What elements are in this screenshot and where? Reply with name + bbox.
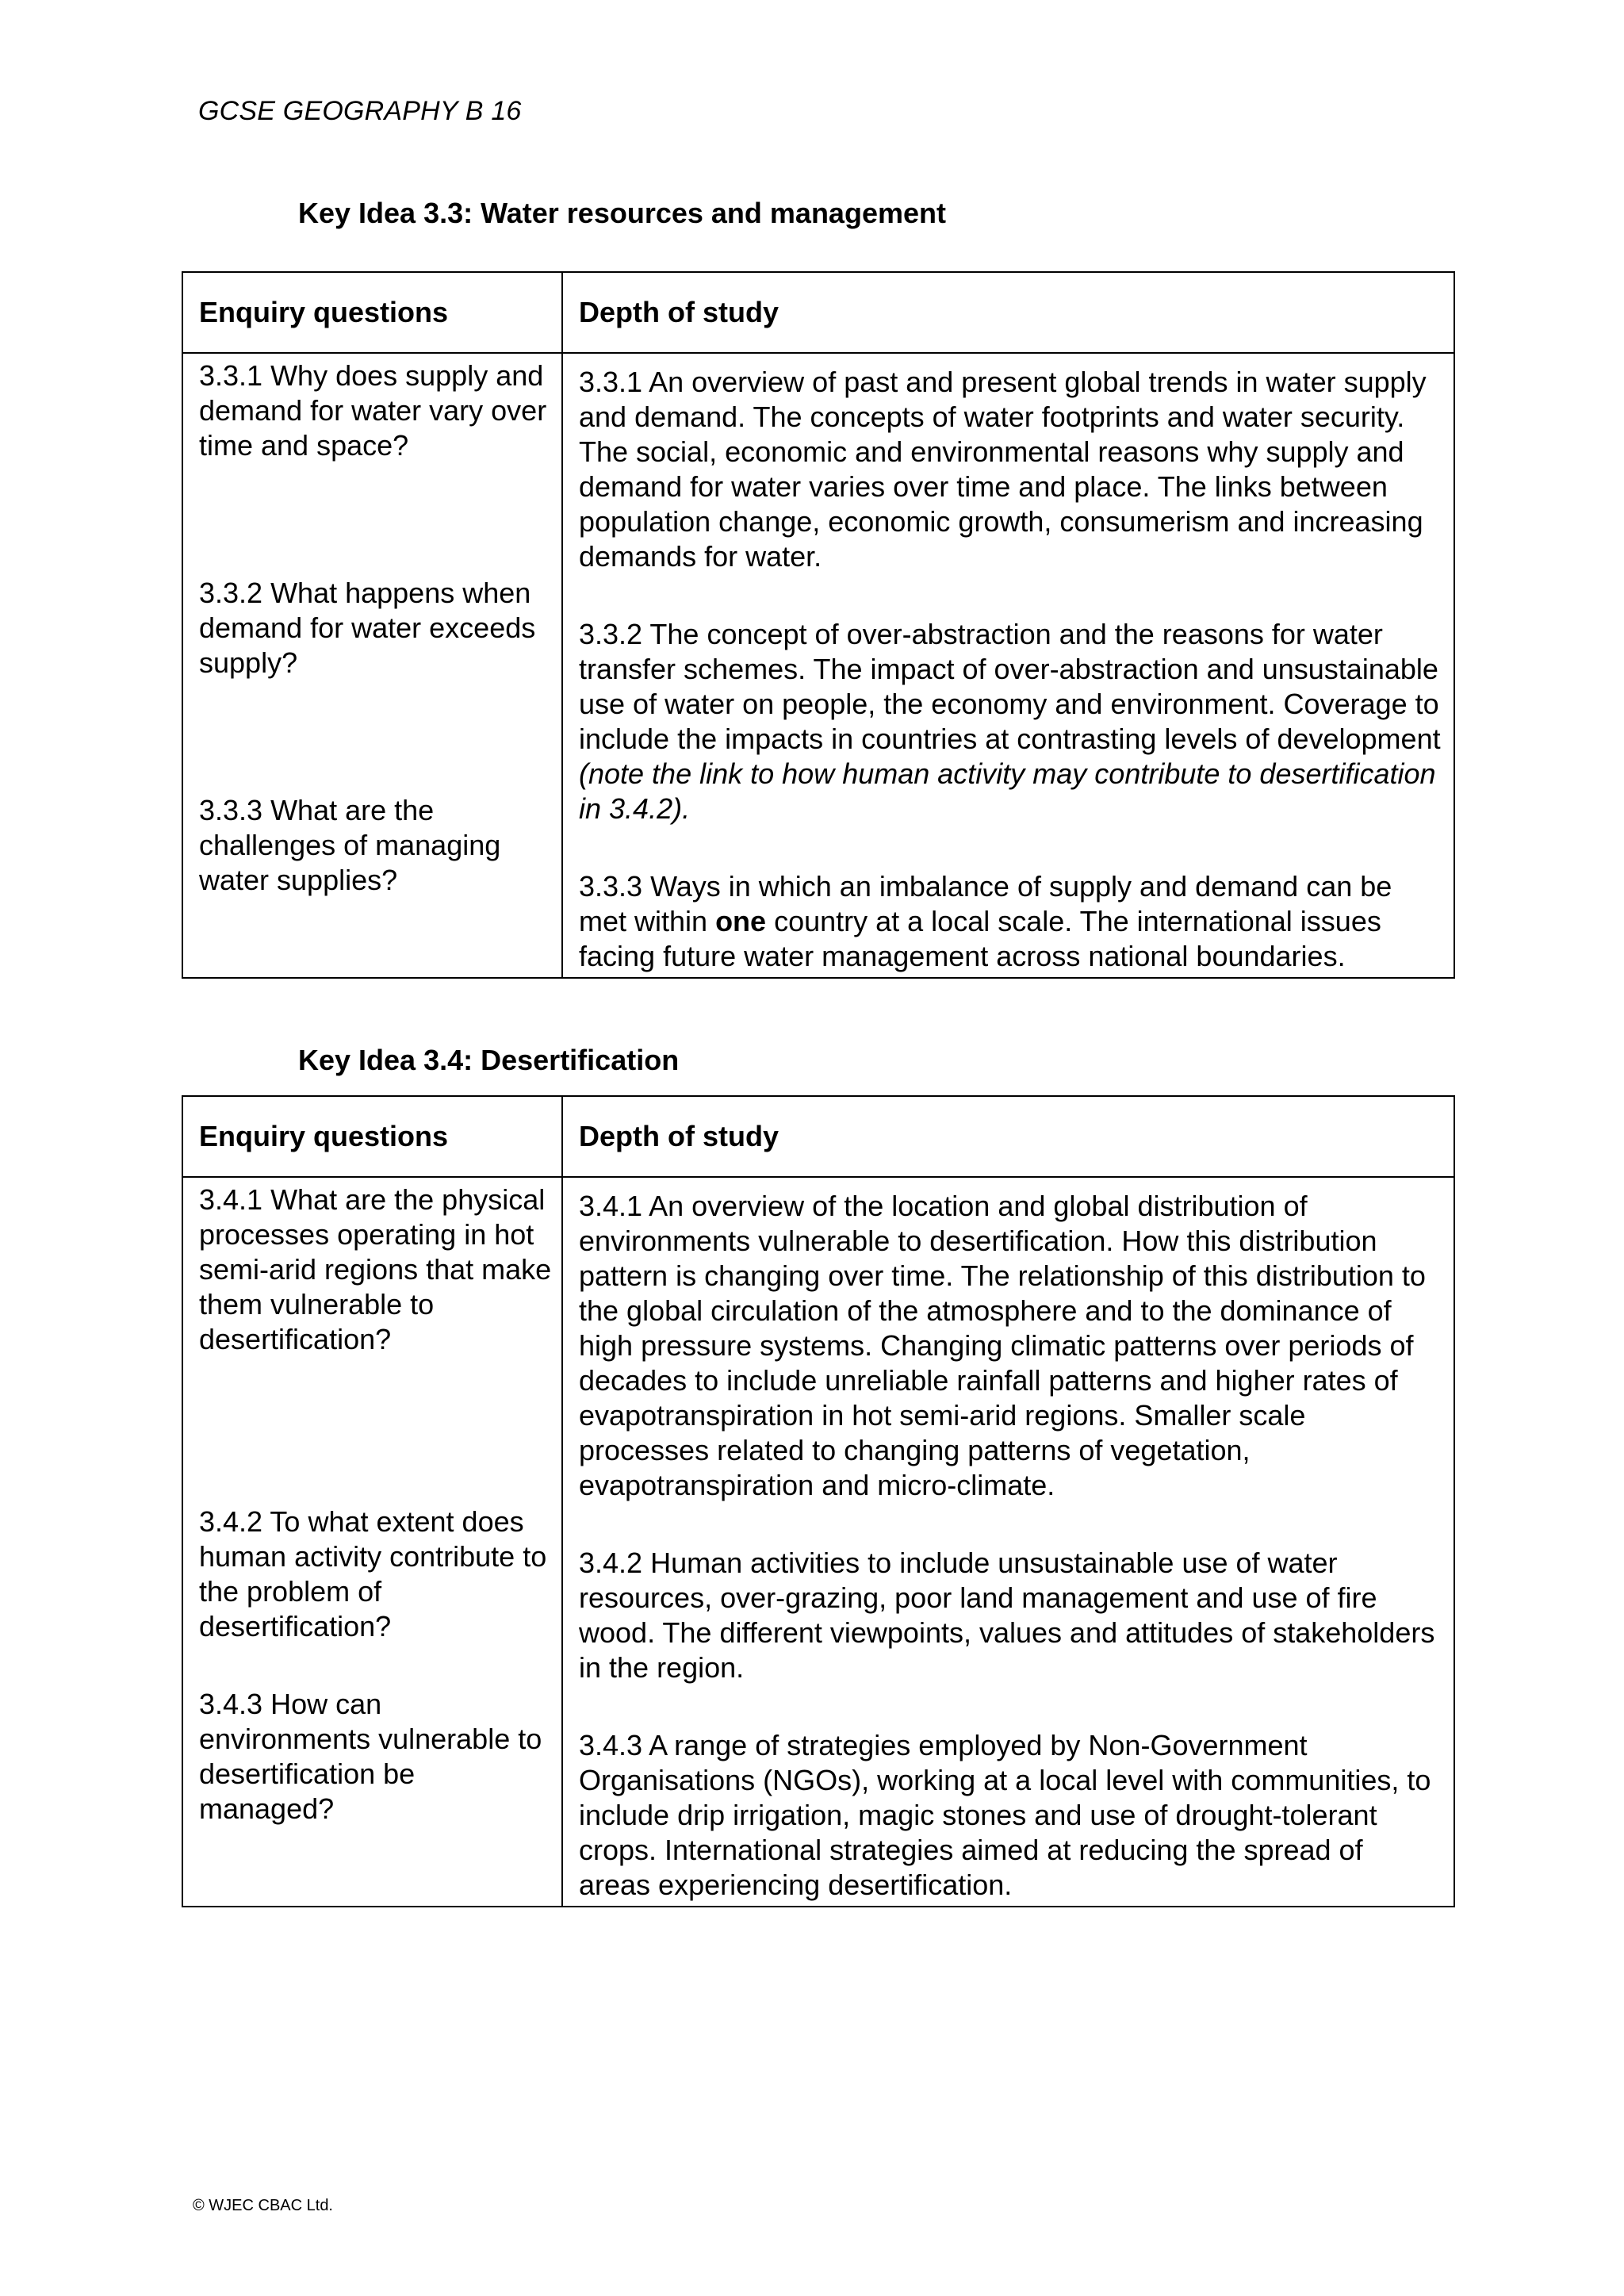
depth-of-study-text: 3.4.3 A range of strategies employed by Non-Government Organisations (NGOs), working at a local level with communities, to include drip irrigation, magic stones and use of drought-tolerant crops. International strategies aimed at reducing the spread of areas experiencing desertification. bbox=[579, 1729, 1431, 1901]
column-header-enquiry: Enquiry questions bbox=[182, 272, 562, 353]
depth-text-plain: 3.3.3 Ways in which an imbalance of supply and demand can be met within bbox=[579, 870, 1392, 937]
enquiry-questions-cell bbox=[182, 1177, 562, 1907]
enquiry-question: 3.4.3 How can environments vulnerable to desertification be managed? bbox=[199, 1688, 542, 1825]
depth-text-italic-note: (note the link to how human activity may contribute to desertification in 3.4.2). bbox=[579, 757, 1436, 825]
enquiry-question: 3.3.3 What are the challenges of managing water supplies? bbox=[199, 794, 501, 896]
depth-of-study-text: 3.3.1 An overview of past and present global trends in water supply and demand. The concepts of water footprints and water security. The social, economic and environmental reasons why supply and demand for water varies over time and place. The links between population change, economic growth, consumerism and increasing demands for water. bbox=[579, 366, 1427, 573]
copyright-footer: © WJEC CBAC Ltd. bbox=[193, 2197, 333, 2214]
enquiry-question: 3.3.2 What happens when demand for water exceeds supply? bbox=[199, 577, 536, 679]
column-header-depth: Depth of study bbox=[562, 272, 1454, 353]
depth-text-plain: 3.3.2 The concept of over-abstraction and the reasons for water transfer schemes. The impact of over-abstraction and unsustainable use of water on people, the economy and environment. Coverage to include the impacts in countries at contrasting levels of development bbox=[579, 618, 1441, 755]
running-header: GCSE GEOGRAPHY B 16 bbox=[198, 96, 522, 126]
key-idea-3-3-table bbox=[182, 271, 1455, 979]
depth-of-study-text: 3.4.1 An overview of the location and global distribution of environments vulnerable to desertification. How this distribution pattern is changing over time. The relationship of this distribution to the global circulation of the atmosphere and to the dominance of high pressure systems. Changing climatic patterns over periods of decades to include unreliable rainfall patterns and higher rates of evapotranspiration in hot semi-arid regions. Smaller scale processes related to changing patterns of vegetation, evapotranspiration and micro-climate. bbox=[579, 1190, 1426, 1501]
enquiry-questions-cell bbox=[182, 353, 562, 978]
column-header-enquiry: Enquiry questions bbox=[182, 1096, 562, 1177]
enquiry-question: 3.3.1 Why does supply and demand for water vary over time and space? bbox=[199, 359, 547, 462]
key-idea-heading: Key Idea 3.4: Desertification bbox=[298, 1044, 680, 1076]
key-idea-3-4-table bbox=[182, 1095, 1455, 1907]
table-header-row bbox=[182, 272, 1454, 353]
key-idea-heading: Key Idea 3.3: Water resources and management bbox=[298, 197, 946, 229]
depth-text-bold: one bbox=[715, 905, 767, 937]
depth-of-study-text bbox=[579, 617, 1441, 826]
table-header-row bbox=[182, 1096, 1454, 1177]
depth-of-study-text: 3.4.2 Human activities to include unsustainable use of water resources, over-grazing, poor land management and use of fire wood. The different viewpoints, values and attitudes of stakeholders in the region. bbox=[579, 1547, 1435, 1684]
enquiry-question: 3.4.1 What are the physical processes operating in hot semi-arid regions that make them vulnerable to desertification? bbox=[199, 1183, 552, 1355]
table-row bbox=[182, 1177, 1454, 1907]
table-row bbox=[182, 353, 1454, 978]
depth-text-plain: country at a local scale. The international issues facing future water management across national boundaries. bbox=[579, 905, 1381, 972]
enquiry-question: 3.4.2 To what extent does human activity contribute to the problem of desertification? bbox=[199, 1505, 547, 1642]
depth-of-study-text bbox=[579, 869, 1441, 974]
depth-of-study-cell bbox=[562, 1177, 1454, 1907]
depth-of-study-cell bbox=[562, 353, 1454, 978]
column-header-depth: Depth of study bbox=[562, 1096, 1454, 1177]
